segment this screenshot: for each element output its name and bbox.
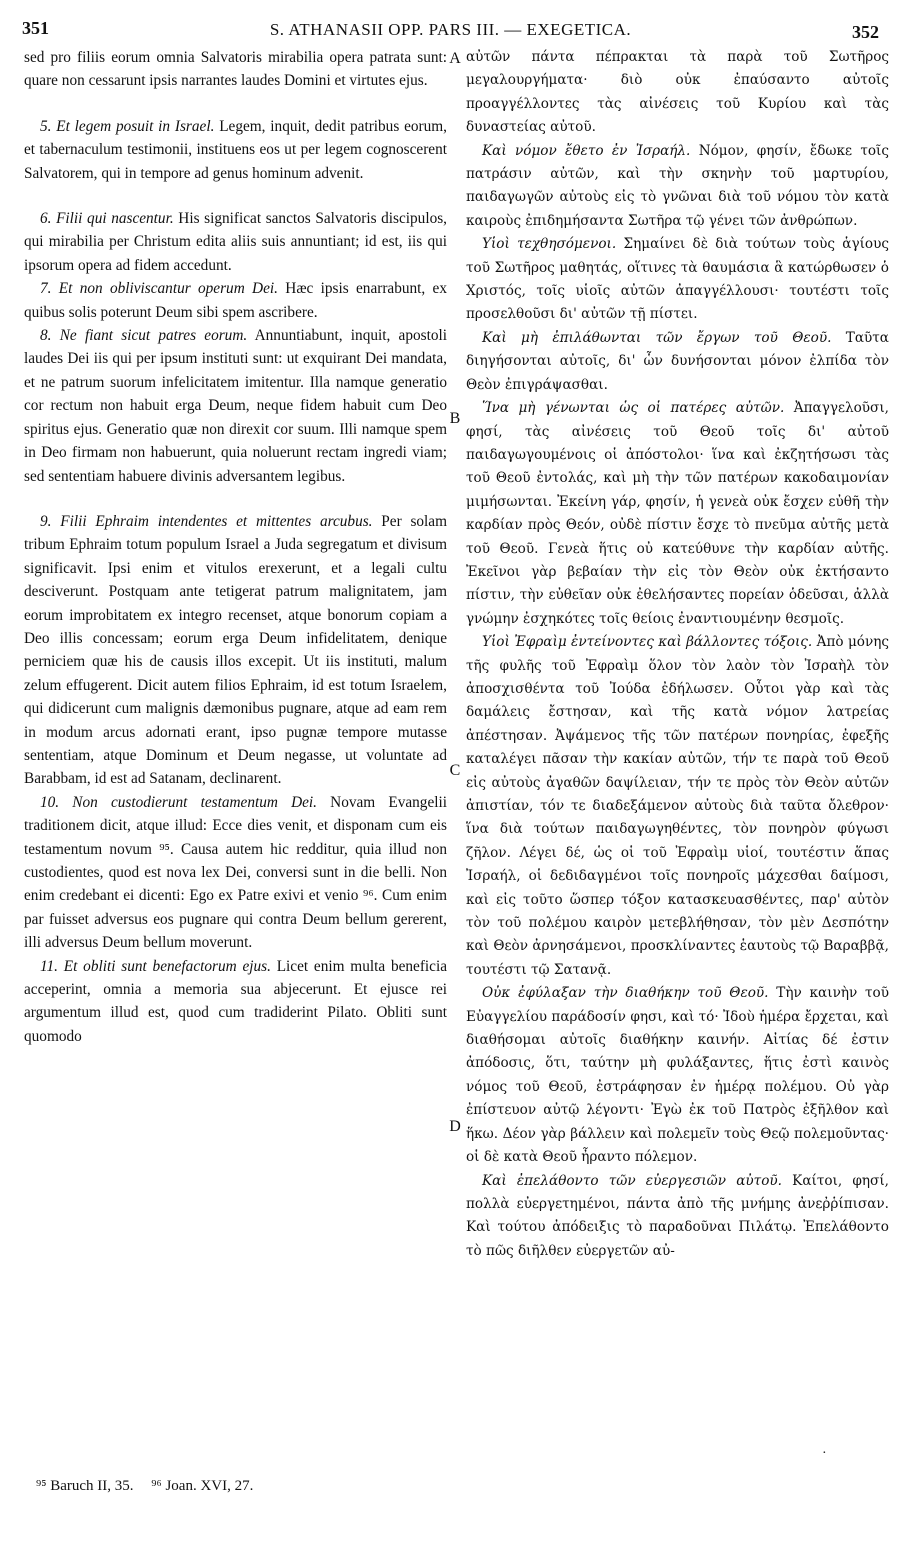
greek-column bbox=[466, 46, 889, 1424]
footnote: ⁹⁵ Baruch II, 35. bbox=[36, 1478, 134, 1494]
verse-lemma: Ἵνα μὴ γένωνται ὡς οἱ πατέρες αὐτῶν. bbox=[482, 400, 785, 417]
verse-lemma: Υἱοὶ Ἐφραὶμ ἐντείνοντες καὶ βάλλοντες τόξοις. bbox=[482, 634, 813, 651]
verse-lemma: 11. Et obliti sunt benefactorum ejus. bbox=[40, 957, 271, 975]
verse-lemma: 9. Filii Ephraim intendentes et mittentes arcubus. bbox=[40, 512, 373, 530]
greek-paragraph: Υἱοὶ τεχθησόμενοι. Σημαίνει δὲ διὰ τούτων τοὺς ἁγίους τοῦ Σωτῆρος μαθητάς, οἵτινες τὰ θαυμάσια ἃ κατώρθωσεν ὁ Χριστός, τοῖς υἱοῖς αὐτῶν ἀπαγγέλλουσι· τουτέστι τοῖς προσελθοῦσι δι' αὐτῶν τῇ πίστει. bbox=[466, 236, 889, 323]
latin-paragraph: 8. Ne fiant sicut patres eorum. Annuntiabunt, inquit, apostoli laudes Dei iis qui per ipsum instituti sunt: ut exquirant Dei mandata, et ne patrum suorum infelicitatem imitentur. Illa namque generatio cor rectum non habuit erga Deum, neque fidem habuit cum Deo spiritus ejus. Generatio quæ non direxit cor suum. Illi namque spem in Deo firmam non habuerunt, quia noluerunt rectam ingredi viam; sed sententiam habuere divinis adversantem legibus. bbox=[24, 327, 447, 485]
verse-lemma: Καὶ νόμον ἔθετο ἐν Ἰσραήλ. bbox=[482, 142, 691, 159]
verse-lemma: 6. Filii qui nascentur. bbox=[40, 210, 174, 228]
latin-paragraph: 9. Filii Ephraim intendentes et mittentes arcubus. Per solam tribum Ephraim totum populum Israel a Juda segregatum et divisum significavit. Ipsi enim et vitulos erexerunt, et a legali cultu desciverunt. Postquam ante tetigerat patrum malignitatem, jam eorum improbitatem ex integro recenset, atque bonorum copiam a Deo illis concessam; eorum erga Deum infidelitatem, denique perniciem quæ his de causis illos excepit. Ut iis instituti, malum zelum effugerent. Dicit autem filios Ephraim, id est totum Israelem, qui didicerunt cum malignis dæmonibus pugnare, atque ad eam rem in modum arcus adornati erant, ipso pugnæ tempore mutasse sententiam, atque Dominum et Deum negasse, ut voluntate ad Barabbam, id est ad Satanam, declinarent. bbox=[24, 512, 447, 788]
latin-column bbox=[24, 46, 447, 1424]
footnote: ⁹⁶ Joan. XVI, 27. bbox=[151, 1478, 254, 1494]
greek-paragraph: Οὐκ ἐφύλαξαν τὴν διαθήκην τοῦ Θεοῦ. Τὴν καινὴν τοῦ Εὐαγγελίου παράδοσίν φησι, καὶ τό· Ἰδοὺ ἡμέρα ἔρχεται, καὶ διαθήσομαι αὐτοῖς διαθήκην καινήν. Αἰτίας δέ ἐστιν ἀπόδοσις, ὅτι, ταύτην μὴ φυλάξαντες, ἥτις ἐστὶ καινὸς νόμος τοῦ Θεοῦ, ἐστράφησαν ἐν ἡμέρᾳ πολέμου. Οὐ γὰρ ἐπίστευον αὐτῷ λέγοντι· Ἐγὼ ἐκ τοῦ Πατρὸς ἐξῆλθον καὶ ἥκω. Δέον γὰρ βάλλειν καὶ πολεμεῖν τοὺς Θεῷ πολεμοῦντας· οἱ δὲ κατὰ Θεοῦ ἦραντο πόλεμον. bbox=[466, 985, 889, 1166]
verse-lemma: 5. Et legem posuit in Israel. bbox=[40, 117, 215, 135]
verse-lemma: Καὶ ἐπελάθοντο τῶν εὐεργεσιῶν αὐτοῦ. bbox=[482, 1172, 782, 1189]
greek-paragraph: αὐτῶν πάντα πέπρακται τὰ παρὰ τοῦ Σωτῆρος μεγαλουργήματα· διὸ οὐκ ἐπαύσαντο αὐτοῖς προαγγέλλοντες τὰς αἰνέσεις τοῦ Κυρίου καὶ τὰς δυναστείας αὐτοῦ. bbox=[466, 49, 889, 136]
margin-marker-a: A bbox=[449, 50, 461, 67]
latin-paragraph: sed pro filiis eorum omnia Salvatoris mirabilia opera patrata sunt: quare non cessarunt ipsis narrantes laudes Domini et virtutes ejus. bbox=[24, 49, 447, 90]
footnotes bbox=[36, 1478, 267, 1495]
page-number-left: 351 bbox=[22, 18, 49, 38]
greek-paragraph: Καὶ ἐπελάθοντο τῶν εὐεργεσιῶν αὐτοῦ. Καίτοι, φησί, πολλὰ εὐεργετημένοι, πάντα ἀπὸ τῆς μνήμης ἀνεῤῥίπισαν. Καὶ τούτου ἀπόδειξις τὸ παραδοῦναι Πιλάτῳ. Ἐπελάθοντο τὸ πῶς διῆλθεν εὐεργετῶν αὐ- bbox=[466, 1172, 889, 1259]
page-header bbox=[18, 14, 883, 48]
latin-paragraph: 10. Non custodierunt testamentum Dei. Novam Evangelii traditionem dicit, atque illud: Ecce dies venit, et disponam cum eis testamentum novum ⁹⁵. Causa autem hic redditur, quia illud non custodientes, quod est nova lex Dei, conversi sunt in die belli. Non enim credebant ei dicenti: Ego ex Patre exivi et venio ⁹⁶. Cum enim par fuisset adversus eos pugnare qui contra Deum bellum gererent, illi adversus Deum bellum moverunt. bbox=[24, 793, 447, 952]
verse-lemma: 10. Non custodierunt testamentum Dei. bbox=[40, 793, 317, 811]
greek-paragraph: Καὶ μὴ ἐπιλάθωνται τῶν ἔργων τοῦ Θεοῦ. Ταῦτα διηγήσονται αὐτοῖς, δι' ὧν δυνήσονται μόνον ἐλπίδα τὸν Θεὸν ἐπιγράψασθαι. bbox=[466, 329, 889, 393]
greek-paragraph: Καὶ νόμον ἔθετο ἐν Ἰσραήλ. Νόμον, φησίν, ἔδωκε τοῖς πατράσιν αὐτῶν, καὶ τὴν σκηνὴν τοῦ μαρτυρίου, παιδαγωγῶν αὐτοὺς εἰς τὸ γνῶναι διὰ τοῦ νόμου τὸν κατὰ καιροὺς ἐπιδημήσαντα Σωτῆρα τῷ γένει τῶν ἀνθρώπων. bbox=[466, 142, 889, 229]
verse-lemma: 8. Ne fiant sicut patres eorum. bbox=[40, 327, 248, 345]
verse-lemma: 7. Et non obliviscantur operum Dei. bbox=[40, 280, 278, 298]
running-title: S. ATHANASII OPP. PARS III. — EXEGETICA. bbox=[269, 20, 632, 39]
stray-mark: · bbox=[822, 1446, 827, 1461]
verse-lemma: Υἱοὶ τεχθησόμενοι. bbox=[482, 236, 617, 253]
greek-paragraph: Ἵνα μὴ γένωνται ὡς οἱ πατέρες αὐτῶν. Ἀπαγγελοῦσι, φησί, τὰς αἰνέσεις τοῦ Θεοῦ τοῖς δι' αὐτοῦ παιδαγωγουμένοις οἱ ἀπόστολοι· ἵνα καὶ ἐκζητήσωσι τὰς τοῦ Θεοῦ ἐντολάς, καὶ μὴ τὴν τῶν πατέρων κακοδαιμονίαν μιμήσωνται. Ἐκείνη γάρ, φησίν, ἡ γενεὰ οὐκ ἔσχεν εὐθῆ τὴν καρδίαν πρὸς Θεόν, οὐδὲ πίστιν ἔσχε τὸ πνεῦμα αὐτῆς μετὰ τοῦ Θεοῦ. Γενεὰ ἥτις οὐ κατεύθυνε τὴν καρδίαν αὐτῆς. Ἐκεῖνοι γὰρ βεβαίαν τὴν εἰς τὸν Θεὸν οὐκ ἐκτήσαντο πίστιν, τὴν εὐθεῖαν οὐκ ἐθελήσαντες πορείαν ὁδεῦσαι, ἀλλὰ γνώμην ἐσχηκότες τοῖς θείοις ἐναντιουμένην θεσμοῖς. bbox=[466, 400, 889, 627]
verse-lemma: Καὶ μὴ ἐπιλάθωνται τῶν ἔργων τοῦ Θεοῦ. bbox=[482, 329, 832, 346]
verse-lemma: Οὐκ ἐφύλαξαν τὴν διαθήκην τοῦ Θεοῦ. bbox=[482, 985, 769, 1002]
page-number-right: 352 bbox=[852, 22, 879, 42]
latin-paragraph: 6. Filii qui nascentur. His significat sanctos Salvatoris discipulos, qui mirabilia per Christum edita aliis suis annuntiant; id est, iis qui ipsorum opera ad fidem accedunt. bbox=[24, 210, 447, 274]
latin-paragraph: 7. Et non obliviscantur operum Dei. Hæc ipsis enarrabunt, ex quibus solis poterunt Deum sibi spem ascribere. bbox=[24, 280, 447, 321]
margin-marker-b: B bbox=[449, 410, 461, 427]
margin-marker-c: C bbox=[449, 762, 461, 779]
margin-marker-d: D bbox=[449, 1118, 461, 1135]
latin-paragraph: 5. Et legem posuit in Israel. Legem, inquit, dedit patribus eorum, et tabernaculum testimonii, instituens eos ut per legem cognoscerent Salvatorem, qui in tempore ad genus hominum advenit. bbox=[24, 117, 447, 182]
greek-paragraph: Υἱοὶ Ἐφραὶμ ἐντείνοντες καὶ βάλλοντες τόξοις. Ἀπὸ μόνης τῆς φυλῆς τοῦ Ἐφραὶμ ὅλον τὸν λαὸν τὸν Ἰσραὴλ τὸν ἀποσχισθέντα τοῦ Ἰούδα ἐδήλωσεν. Οὗτοι γὰρ καὶ τὰς δαμάλεις ἔστησαν, καὶ τῆς κατὰ νόμον λατρείας ἀπέστησαν. Ἀψάμενος τῆς τῶν πατέρων πονηρίας, ἐφεξῆς καταλέγει πᾶσαν τὴν κακίαν αὐτῶν, τήν τε παρὰ τοῦ Θεοῦ εἰς αὐτοὺς ἀγαθῶν δαψίλειαν, τήν τε πρὸς τὸν Θεὸν αὐτῶν ἀπιστίαν, τόν τε διαδεξάμενον αὐτοὺς διὰ ταῦτα ὄλεθρον· ἵνα διὰ τούτων παιδαγωγηθέντες, τὸν πονηρὸν φύγωσι ζῆλον. Λέγει δέ, ὡς οἱ τοῦ Ἐφραὶμ υἱοί, τουτέστιν ἅπας Ἰσραήλ, οἱ δεδιδαγμένοι τοῖς πονηροῖς μάχεσθαι δαίμοσι, καὶ εἰς τοῦτο ὥσπερ τόξον κατασκευασθέντες, παρ' αὐτὸν τὸν τοῦ πολέμου καιρὸν μετεβλήθησαν, τὸν μὲν Δεσπότην καὶ Θεὸν ἀρνησάμενοι, προσκλίναντες ἑαυτοὺς τῷ Βαραββᾷ, τουτέστι τῷ Σατανᾷ. bbox=[466, 634, 889, 978]
latin-paragraph: 11. Et obliti sunt benefactorum ejus. Licet enim multa beneficia acceperint, omnia a memoria sua abjecerunt. Et ejusce rei argumentum illud est, quod cum tradiderint Pilato. Obliti sunt quomodo bbox=[24, 957, 447, 1045]
